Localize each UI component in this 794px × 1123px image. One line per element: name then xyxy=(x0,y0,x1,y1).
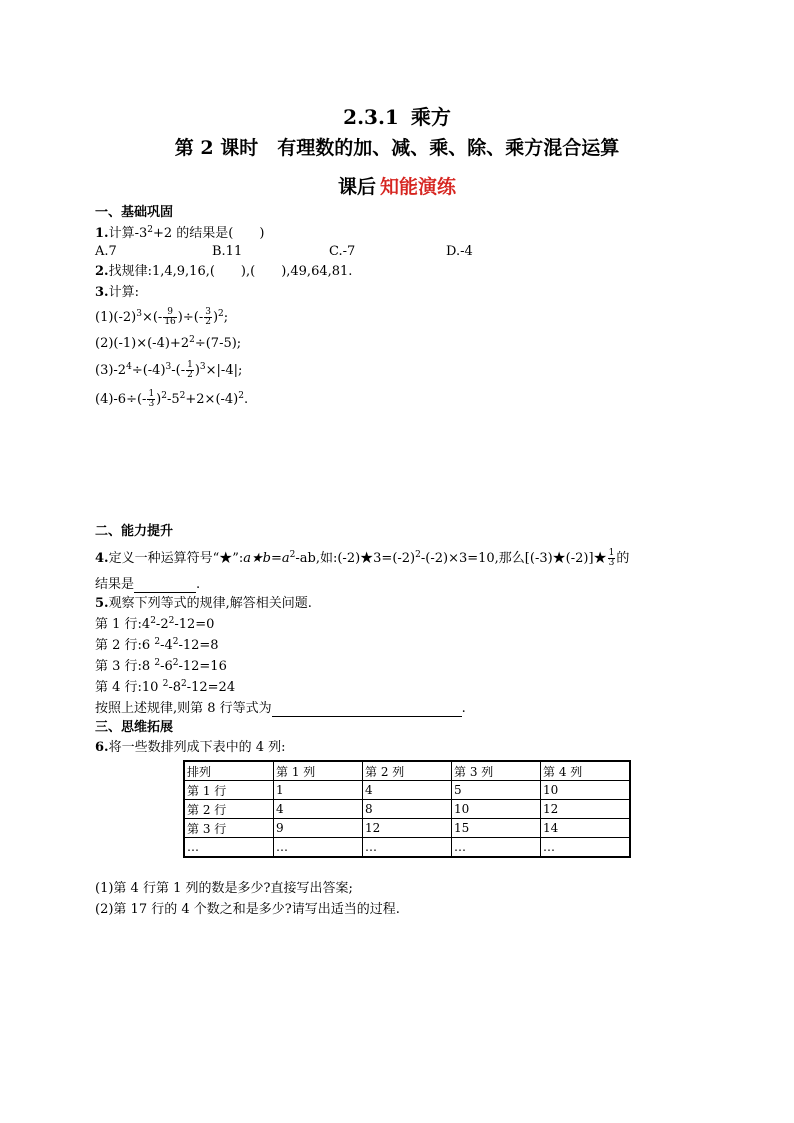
question-6: 6.将一些数排列成下表中的 4 列: xyxy=(95,740,286,755)
question-3-item-4: (4)-6÷(- $\frac{1}{3}$ )$^2-5^2+2\times(-4)^2$. xyxy=(95,389,249,409)
question-6-sub-2: (2)第 17 行的 4 个数之和是多少?请写出适当的过程. xyxy=(95,902,400,917)
question-1-options xyxy=(95,244,563,260)
question-5-row-2: 第 2 行:6 $^2-4^2-12=8$ xyxy=(95,637,219,653)
part3-heading: 三、思维拓展 xyxy=(95,720,174,735)
practice-title xyxy=(0,172,794,199)
question-5-row-3: 第 3 行:8 $^2-6^2-12=16$ xyxy=(95,658,227,674)
section-number: 2.3.1 xyxy=(343,105,399,129)
answer-blank[interactable] xyxy=(134,576,196,593)
question-5-row-1: 第 1 行$:4^2-2^2-12=0$ xyxy=(95,616,215,632)
option-d: D.-4 xyxy=(446,244,473,259)
table-row: 第 2 行 4 8 10 12 xyxy=(184,800,630,819)
answer-blank[interactable] xyxy=(272,700,462,717)
option-b: B.11 xyxy=(212,244,243,259)
table-row: 排列 第 1 列 第 2 列 第 3 列 第 4 列 xyxy=(184,761,630,781)
option-a: A.7 xyxy=(95,244,117,259)
question-4-answer-line: 结果是 . xyxy=(95,577,201,592)
part1-heading: 一、基础巩固 xyxy=(95,205,174,220)
lesson-title: 第 2 课时 有理数的加、减、乘、除、乘方混合运算 xyxy=(174,137,620,159)
question-4: 4.定义一种运算符号“$★”:a★b=a^2-ab$,如$:(-2)★3=(-2)^2-(-2)\times 3=10$,那么[(-3)★(-2)]★ $\frac{1}{3}$ 的 xyxy=(95,548,630,568)
part2-heading: 二、能力提升 xyxy=(95,524,174,539)
fraction: $\frac{1}{2}$ xyxy=(187,360,193,380)
fraction: $\frac{1}{3}$ xyxy=(608,548,615,568)
fraction: $\frac{1}{3}$ xyxy=(148,389,155,409)
fraction: $\frac{9}{16}$ xyxy=(164,307,176,327)
option-c: C.-7 xyxy=(329,244,356,259)
question-1: 1.计算$-3^2+2$ 的结果是( ) xyxy=(95,225,265,241)
section-name: 乘方 xyxy=(410,105,451,129)
question-3: 3.计算: xyxy=(95,285,139,300)
question-3-item-3: $(3)-2^4\div(-4)^3-(-$ $\frac{1}{2}$ )$^3$×|-4|; xyxy=(95,360,243,380)
question-5-row-4: 第 4 行:10 $^2-8^2-12=24$ xyxy=(95,679,236,695)
question-2: 2.找规律:1,4,9,16,( ),( ),49,64,81. xyxy=(95,264,353,279)
question-5-conclusion: 按照上述规律,则第 8 行等式为 . xyxy=(95,701,466,716)
practice-prefix: 课后 xyxy=(337,176,376,198)
table-row: 第 1 行 1 4 5 10 xyxy=(184,781,630,800)
number-table xyxy=(183,760,631,858)
fraction: $\frac{3}{2}$ xyxy=(205,307,211,327)
practice-label: 知能演练 xyxy=(380,176,457,198)
question-5: 5.观察下列等式的规律,解答相关问题. xyxy=(95,596,312,611)
question-3-item-2: $(2)(-1)\times(-4)+2^2\div(7-5)$; xyxy=(95,335,242,351)
table-row: 第 3 行 9 12 15 14 xyxy=(184,819,630,838)
question-3-item-1: $(1)(-2)^3\times(-$ $\frac{9}{16}$ )÷(- $\frac{3}{2}$ )$^2$; xyxy=(95,307,229,327)
section-title xyxy=(0,101,794,130)
table-row: … … … … … xyxy=(184,838,630,858)
question-6-sub-1: (1)第 4 行第 1 列的数是多少?直接写出答案; xyxy=(95,881,353,896)
